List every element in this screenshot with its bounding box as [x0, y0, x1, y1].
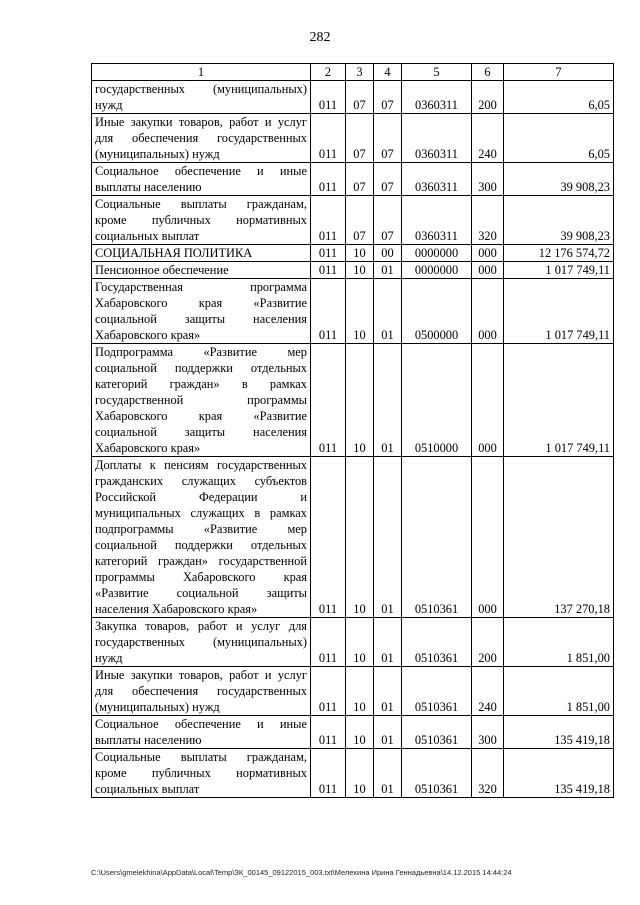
table-row	[92, 279, 614, 344]
row-ministry-code: 011	[311, 81, 346, 114]
header-col-7: 7	[504, 64, 614, 81]
row-description: Государственная программа Хабаровского края «Развитие социальной защиты населения Хабаровского края»	[92, 279, 311, 344]
row-section-code: 07	[346, 163, 374, 196]
header-col-2: 2	[311, 64, 346, 81]
row-ministry-code: 011	[311, 457, 346, 618]
row-ministry-code: 011	[311, 749, 346, 798]
row-amount: 1 017 749,11	[504, 262, 614, 279]
row-target-code: 0360311	[402, 163, 472, 196]
row-description: Социальное обеспечение и иные выплаты населению	[92, 163, 311, 196]
row-section-code: 07	[346, 114, 374, 163]
table-row	[92, 457, 614, 618]
row-description: Социальные выплаты гражданам, кроме публичных нормативных социальных выплат	[92, 196, 311, 245]
header-col-5: 5	[402, 64, 472, 81]
row-section-code: 10	[346, 618, 374, 667]
row-description: Закупка товаров, работ и услуг для государственных (муниципальных) нужд	[92, 618, 311, 667]
header-col-1: 1	[92, 64, 311, 81]
row-expense-type-code: 240	[472, 114, 504, 163]
row-expense-type-code: 000	[472, 279, 504, 344]
row-description: Социальное обеспечение и иные выплаты населению	[92, 716, 311, 749]
row-subsection-code: 01	[374, 618, 402, 667]
row-target-code: 0360311	[402, 81, 472, 114]
page-number: 282	[309, 30, 331, 45]
row-ministry-code: 011	[311, 716, 346, 749]
row-target-code: 0360311	[402, 196, 472, 245]
row-amount: 1 851,00	[504, 618, 614, 667]
row-expense-type-code: 200	[472, 618, 504, 667]
row-target-code: 0000000	[402, 245, 472, 262]
row-target-code: 0510361	[402, 716, 472, 749]
table-row	[92, 667, 614, 716]
table-row	[92, 196, 614, 245]
row-subsection-code: 07	[374, 196, 402, 245]
row-target-code: 0510361	[402, 749, 472, 798]
table-row	[92, 716, 614, 749]
header-row	[92, 64, 614, 81]
row-amount: 1 851,00	[504, 667, 614, 716]
row-expense-type-code: 300	[472, 163, 504, 196]
row-section-code: 10	[346, 245, 374, 262]
row-expense-type-code: 240	[472, 667, 504, 716]
header-col-4: 4	[374, 64, 402, 81]
row-subsection-code: 01	[374, 749, 402, 798]
row-target-code: 0510361	[402, 667, 472, 716]
row-subsection-code: 01	[374, 262, 402, 279]
row-subsection-code: 01	[374, 667, 402, 716]
row-target-code: 0510361	[402, 457, 472, 618]
table-row	[92, 163, 614, 196]
header-col-6: 6	[472, 64, 504, 81]
row-ministry-code: 011	[311, 667, 346, 716]
row-expense-type-code: 000	[472, 344, 504, 457]
table-row	[92, 114, 614, 163]
row-section-code: 10	[346, 749, 374, 798]
row-expense-type-code: 300	[472, 716, 504, 749]
row-target-code: 0000000	[402, 262, 472, 279]
row-section-code: 10	[346, 716, 374, 749]
row-ministry-code: 011	[311, 618, 346, 667]
budget-table	[91, 63, 614, 798]
table-row	[92, 262, 614, 279]
table-row	[92, 618, 614, 667]
row-description: Социальные выплаты гражданам, кроме публичных нормативных социальных выплат	[92, 749, 311, 798]
row-subsection-code: 00	[374, 245, 402, 262]
row-target-code: 0360311	[402, 114, 472, 163]
row-subsection-code: 01	[374, 457, 402, 618]
row-amount: 6,05	[504, 114, 614, 163]
row-amount: 12 176 574,72	[504, 245, 614, 262]
row-section-code: 10	[346, 667, 374, 716]
row-amount: 1 017 749,11	[504, 279, 614, 344]
row-ministry-code: 011	[311, 245, 346, 262]
row-amount: 39 908,23	[504, 163, 614, 196]
row-subsection-code: 07	[374, 163, 402, 196]
row-amount: 6,05	[504, 81, 614, 114]
row-amount: 135 419,18	[504, 716, 614, 749]
row-section-code: 10	[346, 279, 374, 344]
row-ministry-code: 011	[311, 279, 346, 344]
row-expense-type-code: 320	[472, 749, 504, 798]
row-description: Пенсионное обеспечение	[92, 262, 311, 279]
row-subsection-code: 01	[374, 279, 402, 344]
row-section-code: 10	[346, 457, 374, 618]
table-row	[92, 81, 614, 114]
row-expense-type-code: 200	[472, 81, 504, 114]
row-section-code: 07	[346, 81, 374, 114]
row-ministry-code: 011	[311, 114, 346, 163]
row-subsection-code: 01	[374, 716, 402, 749]
row-description: Иные закупки товаров, работ и услуг для обеспечения государственных (муниципальных) нужд	[92, 667, 311, 716]
row-target-code: 0510000	[402, 344, 472, 457]
header-col-3: 3	[346, 64, 374, 81]
row-expense-type-code: 000	[472, 262, 504, 279]
row-amount: 135 419,18	[504, 749, 614, 798]
row-target-code: 0500000	[402, 279, 472, 344]
row-ministry-code: 011	[311, 163, 346, 196]
row-description: Доплаты к пенсиям государственных гражданских служащих субъектов Российской Федерации и муниципальных служащих в рамках подпрограммы «Развитие мер социальной поддержки отдельных категорий граждан» государственной программы Хабаровского края «Развитие социальной защиты населения Хабаровского края»	[92, 457, 311, 618]
row-description: Подпрограмма «Развитие мер социальной поддержки отдельных категорий граждан» в рамках государственной программы Хабаровского края «Развитие социальной защиты населения Хабаровского края»	[92, 344, 311, 457]
row-section-code: 10	[346, 344, 374, 457]
row-description: Иные закупки товаров, работ и услуг для обеспечения государственных (муниципальных) нужд	[92, 114, 311, 163]
row-expense-type-code: 320	[472, 196, 504, 245]
table-row	[92, 344, 614, 457]
table-row	[92, 749, 614, 798]
row-amount: 39 908,23	[504, 196, 614, 245]
row-amount: 1 017 749,11	[504, 344, 614, 457]
row-ministry-code: 011	[311, 196, 346, 245]
row-subsection-code: 07	[374, 114, 402, 163]
row-ministry-code: 011	[311, 344, 346, 457]
row-subsection-code: 01	[374, 344, 402, 457]
row-amount: 137 270,18	[504, 457, 614, 618]
row-subsection-code: 07	[374, 81, 402, 114]
footer-file-path: C:\Users\gmelekhina\AppData\Local\Temp\ЗК_00145_09122015_003.txt\Мелехина Ирина Геннадьевна\14.12.2015 14:44:24	[91, 868, 512, 877]
row-target-code: 0510361	[402, 618, 472, 667]
row-description: СОЦИАЛЬНАЯ ПОЛИТИКА	[92, 245, 311, 262]
row-ministry-code: 011	[311, 262, 346, 279]
row-expense-type-code: 000	[472, 245, 504, 262]
row-expense-type-code: 000	[472, 457, 504, 618]
row-section-code: 10	[346, 262, 374, 279]
row-description: государственных (муниципальных) нужд	[92, 81, 311, 114]
table-row	[92, 245, 614, 262]
row-section-code: 07	[346, 196, 374, 245]
